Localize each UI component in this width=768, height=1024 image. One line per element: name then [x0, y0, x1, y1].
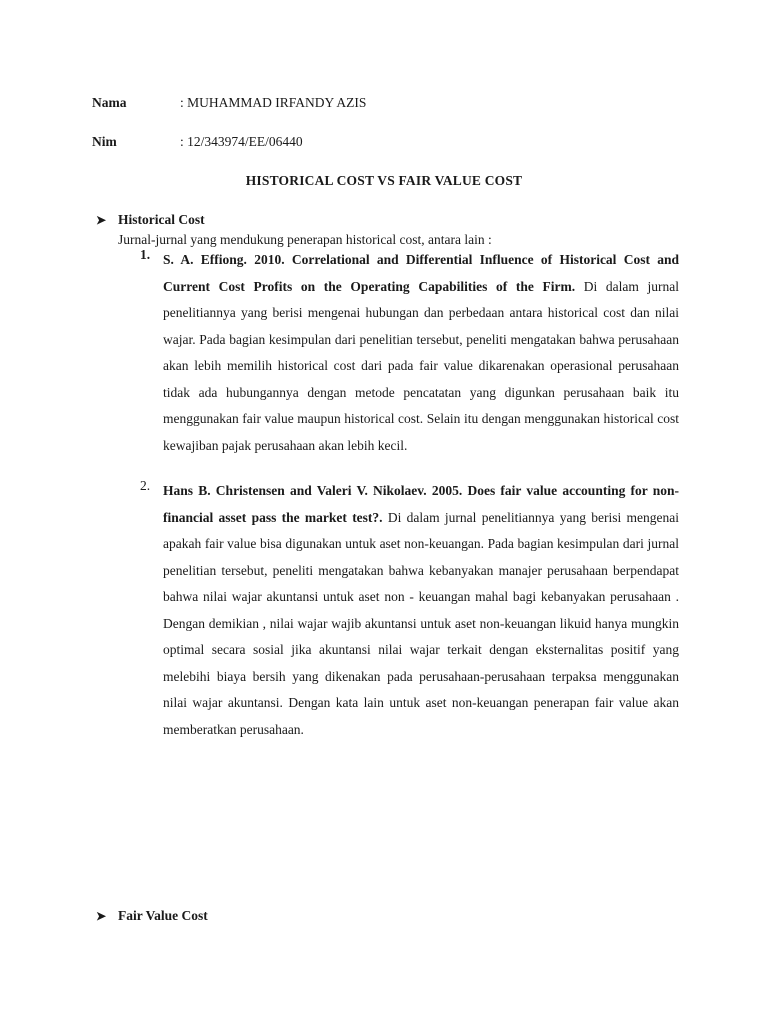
- list-item-body: [163, 247, 679, 459]
- item-text: Di dalam jurnal penelitiannya yang berisi mengenai apakah fair value bisa digunakan untuk aset non-keuangan. Pada bagian kesimpulan dari jurnal penelitian tersebut, peneliti mengatakan bahwa kebanyakan manajer perusahaan berpendapat bahwa nilai wajar akuntansi untuk aset non - keuangan mahal bagi kebanyakan perusahaan . Dengan demikian , nilai wajar wajib akuntansi untuk aset non-keuangan likuid hanya mungkin optimal secara sosial jika akuntansi nilai wajar terkait dengan eksternalitas positif yang melebihi biaya bersih yang dikenakan pada perusahaan-perusahaan terpaksa menggunakan nilai wajar akuntansi. Dengan kata lain untuk aset non-keuangan penerapan fair value akan memberatkan perusahaan.: [163, 509, 679, 737]
- nim-label: Nim: [92, 134, 117, 149]
- document-title: HISTORICAL COST VS FAIR VALUE COST: [245, 173, 523, 188]
- list-item-body: [163, 478, 679, 743]
- section-heading-text: Historical Cost: [118, 212, 205, 227]
- list-item: [133, 478, 679, 743]
- citation: Hans B. Christensen and Valeri V. Nikolaev. 2005. Does fair value accounting for non-financial asset pass the market test?.: [163, 483, 679, 525]
- list-item-number: 1.: [140, 247, 151, 262]
- section-fair-value-heading: [96, 908, 208, 924]
- name-label: Nama: [92, 95, 127, 110]
- arrow-bullet-icon: ➤: [96, 213, 107, 227]
- section-historical-heading: [96, 212, 205, 228]
- nim-value: : 12/343974/EE/06440: [180, 134, 303, 149]
- section-heading-text: Fair Value Cost: [118, 908, 208, 923]
- arrow-bullet-icon: ➤: [96, 909, 107, 923]
- list-item-number: 2.: [140, 478, 151, 493]
- section-intro: Jurnal-jurnal yang mendukung penerapan historical cost, antara lain :: [118, 232, 492, 247]
- name-row: [92, 95, 366, 111]
- nim-row: [92, 134, 303, 150]
- list-item: [133, 247, 679, 459]
- name-value: : MUHAMMAD IRFANDY AZIS: [180, 95, 367, 110]
- item-text: Di dalam jurnal penelitiannya yang berisi mengenai hubungan dan perbedaan antara historical cost dan nilai wajar. Pada bagian kesimpulan dari penelitian tersebut, peneliti mengatakan bahwa perusahaan akan lebih memilih historical cost dari pada fair value dikarenakan operasional perusahaan tidak ada hubungannya dengan metode pencatatan yang digunkan perusahaan baik itu menggunakan fair value maupun historical cost. Selain itu dengan menggunakan historical cost kewajiban pajak perusahaan akan lebih kecil.: [163, 278, 680, 453]
- citation: S. A. Effiong. 2010. Correlational and Differential Influence of Historical Cost and Current Cost Profits on the Operating Capabilities of the Firm.: [163, 252, 679, 294]
